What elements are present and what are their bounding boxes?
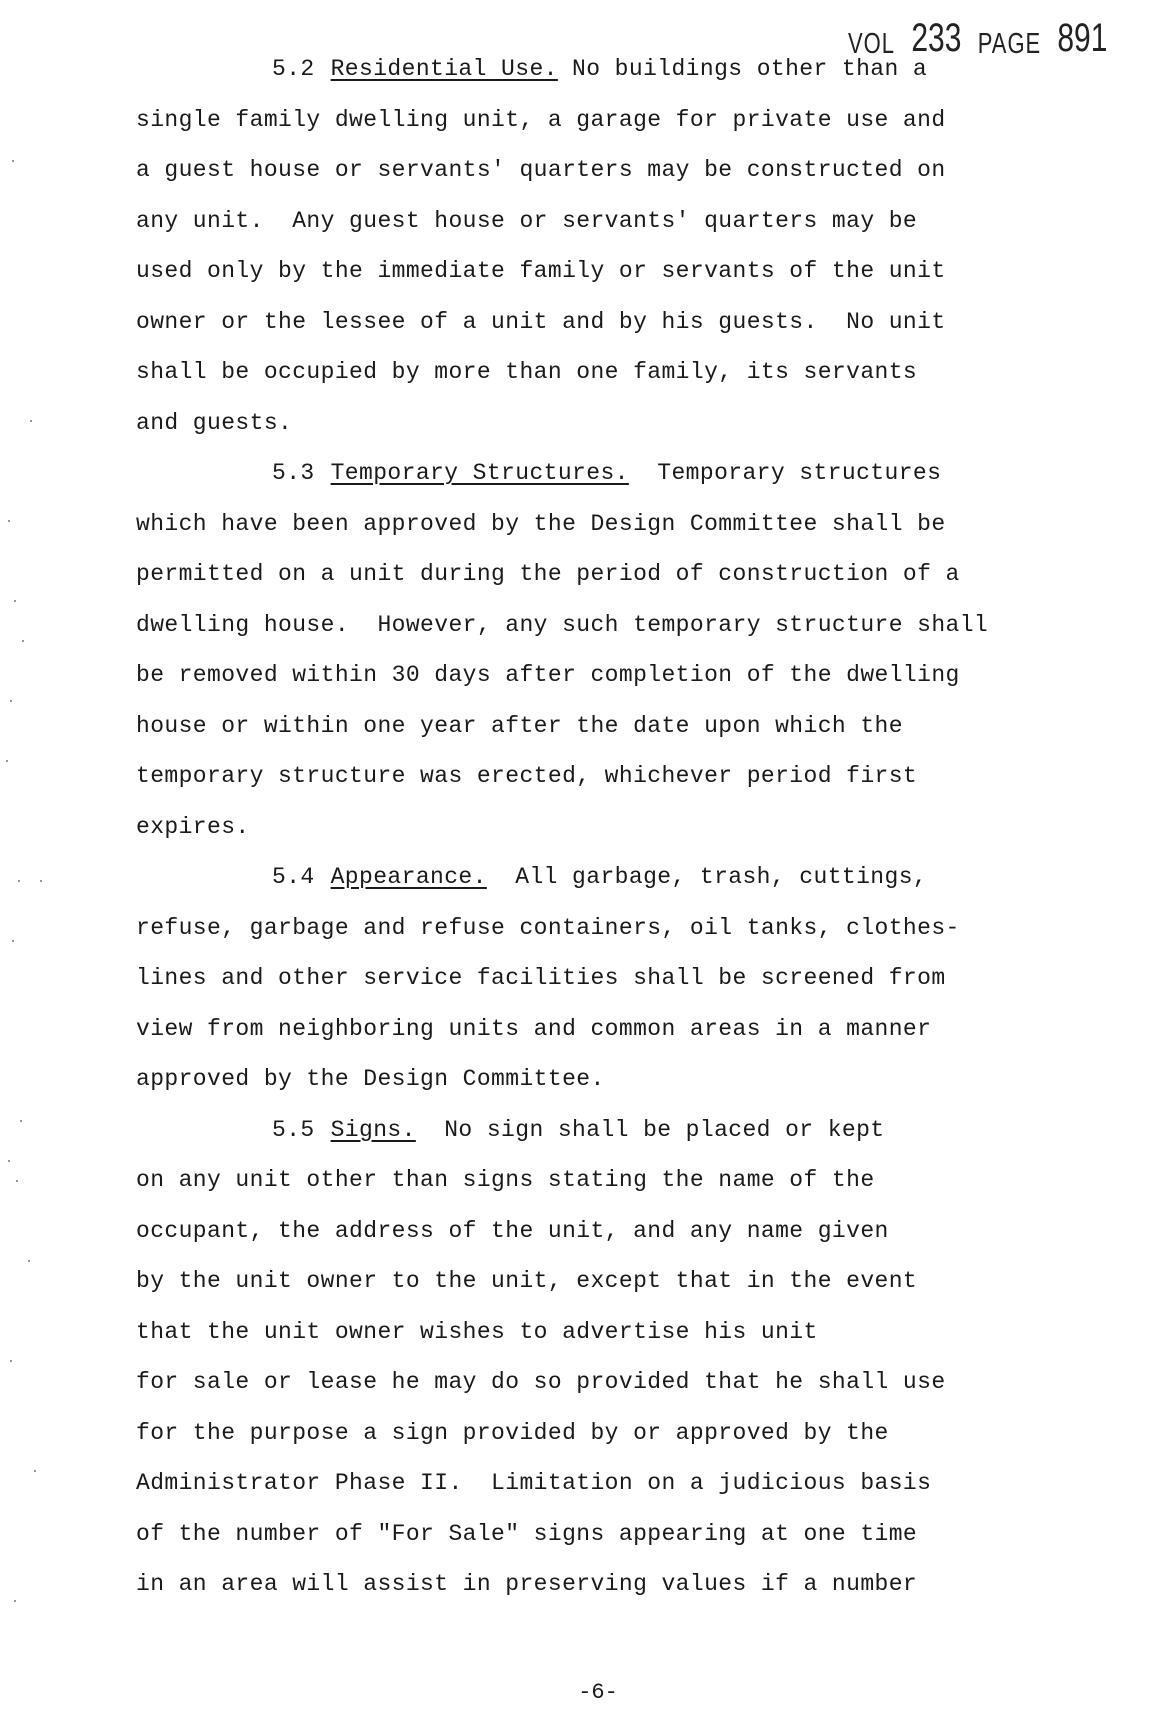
page-footer-number: -6- [578,1680,618,1705]
body-line: be removed within 30 days after completion of the dwelling [136,662,960,688]
body-line: and guests. [136,409,293,436]
body-line: a guest house or servants' quarters may be constructed on [136,157,946,183]
section-number: 5.4 [272,864,315,890]
body-line: that the unit owner wishes to advertise his unit [136,1318,818,1345]
page-label: PAGE [977,27,1042,60]
section-title: Signs. [330,1116,416,1143]
body-line: occupant, the address of the unit, and any name given [136,1217,889,1244]
body-line: owner or the lessee of a unit and by his guests. No unit [136,308,946,335]
stamp-page-number: 891 [1057,16,1108,60]
body-line: expires. [136,813,250,840]
body-line: view from neighboring units and common areas in a manner [136,1015,932,1042]
section-heading-line [136,852,1076,903]
body-line: Administrator Phase II. Limitation on a judicious basis [136,1470,932,1496]
document-body [136,44,1076,1610]
body-line: house or within one year after the date upon which the [136,712,903,739]
body-line: in an area will assist in preserving values if a number [136,1571,918,1597]
body-line: which have been approved by the Design Committee shall be [136,510,946,537]
body-line: permitted on a unit during the period of construction of a [136,561,960,587]
body-line: of the number of "For Sale" signs appearing at one time [136,1520,918,1547]
section-heading-text: No sign shall be placed or kept [415,1116,885,1143]
body-line: on any unit other than signs stating the name of the [136,1167,875,1193]
body-line: dwelling house. However, any such temporary structure shall [136,611,989,638]
body-line: temporary structure was erected, whichever period first [136,763,918,789]
section-title: Temporary Structures. [330,460,629,486]
vol-label: VOL [847,27,895,60]
section-heading-line [136,44,1076,95]
section-heading-line [136,1105,1076,1156]
body-line: any unit. Any guest house or servants' quarters may be [136,207,918,234]
body-line: single family dwelling unit, a garage for private use and [136,106,946,133]
body-line: for the purpose a sign provided by or approved by the [136,1419,889,1446]
section-heading-line [136,448,1076,499]
scan-margin-specks [0,0,60,1728]
vol-number: 233 [911,16,962,60]
section-title: Residential Use. [330,56,558,82]
section-heading-text: No buildings other than a [557,56,928,82]
body-line: approved by the Design Committee. [136,1066,605,1092]
section-heading-text: All garbage, trash, cuttings, [486,864,928,890]
section-title: Appearance. [330,864,487,890]
body-line: refuse, garbage and refuse containers, oil tanks, clothes- [136,914,960,941]
body-line: lines and other service facilities shall be screened from [136,965,946,991]
body-line: by the unit owner to the unit, except that in the event [136,1268,918,1294]
body-line: used only by the immediate family or servants of the unit [136,258,946,284]
section-number: 5.3 [272,460,315,486]
body-line: for sale or lease he may do so provided that he shall use [136,1369,946,1395]
body-line: shall be occupied by more than one family, its servants [136,359,918,385]
section-number: 5.2 [272,56,315,82]
section-heading-text: Temporary structures [628,460,942,486]
section-number: 5.5 [272,1116,315,1143]
